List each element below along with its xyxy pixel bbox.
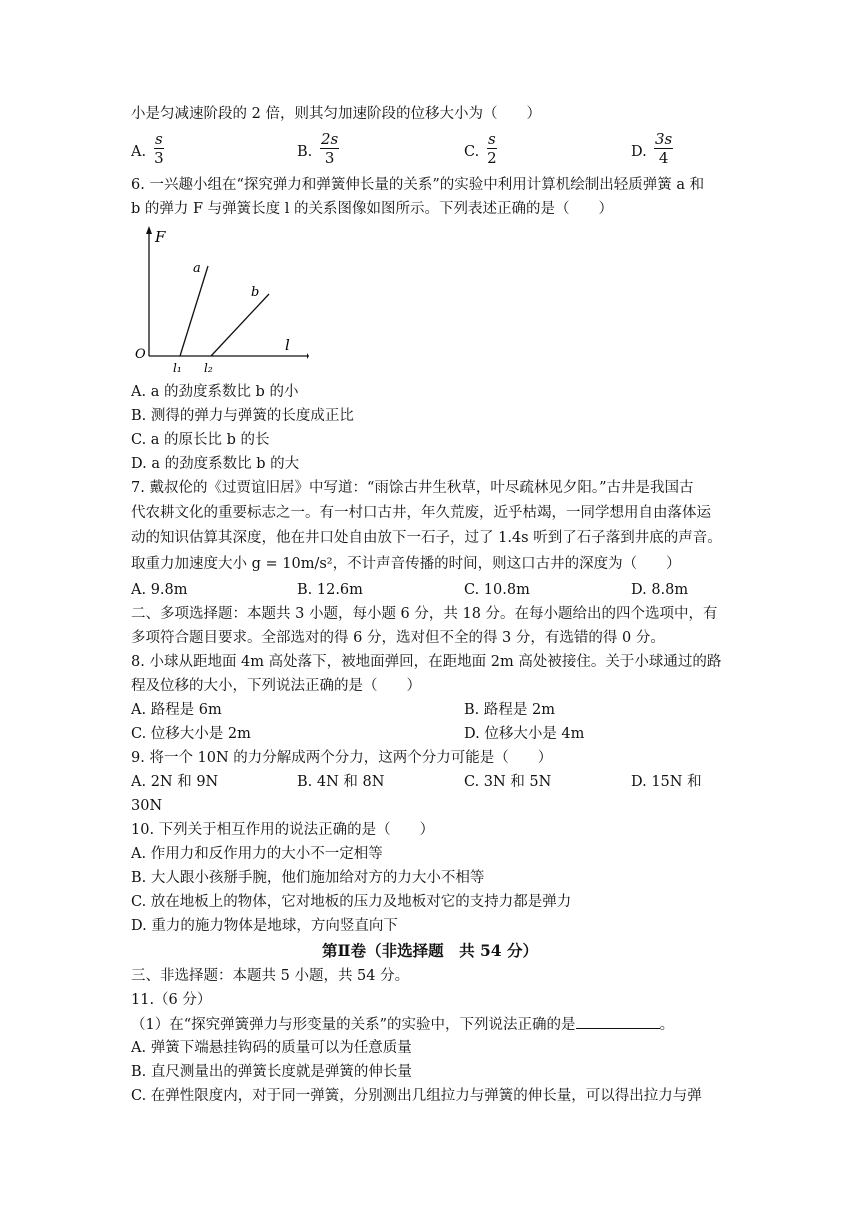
q5-stem-tail: 小是匀减速阶段的 2 倍，则其匀加速阶段的位移大小为（ ） bbox=[131, 106, 541, 122]
q5-d-numerator: 3s bbox=[655, 130, 673, 148]
q11-sub1-text: （1）在“探究弹簧弹力与形变量的关系”的实验中，下列说法正确的是 bbox=[131, 1017, 576, 1033]
q8-stem-line1: 8. 小球从距地面 4m 高处落下，被地面弹回，在距地面 2m 高处被接住。关于小球通过的路 bbox=[131, 654, 722, 670]
q9-stem: 9. 将一个 10N 的力分解成两个分力，这两个分力可能是（ ） bbox=[131, 750, 553, 766]
q11-option-a: A. 弹簧下端悬挂钩码的质量可以为任意质量 bbox=[131, 1040, 412, 1056]
q11-sub1-end: 。 bbox=[659, 1017, 675, 1033]
q7-option-a: A. 9.8m bbox=[131, 582, 188, 598]
x-axis-label: l bbox=[285, 336, 290, 354]
line-b-label: b bbox=[251, 285, 260, 300]
y-axis-label: F bbox=[155, 228, 166, 246]
origin-label: O bbox=[135, 347, 146, 362]
q7-stem-line2: 代农耕文化的重要标志之一。有一村口古井，年久荒废，近乎枯竭，一同学想用自由落体运 bbox=[131, 505, 711, 521]
q5-option-b-fraction bbox=[320, 130, 339, 167]
q6-stem-line2: b 的弹力 F 与弹簧长度 l 的关系图像如图所示。下列表述正确的是（ ） bbox=[131, 201, 614, 217]
q7-option-b: B. 12.6m bbox=[297, 582, 363, 598]
line-a-label: a bbox=[193, 261, 201, 276]
q5-b-numerator: 2s bbox=[321, 130, 339, 148]
q9-option-c: C. 3N 和 5N bbox=[464, 774, 552, 790]
q7-stem-line4: 取重力加速度大小 g = 10m/s²，不计声音传播的时间，则这口古井的深度为（ ） bbox=[131, 556, 681, 572]
q11-option-c: C. 在弹性限度内，对于同一弹簧，分别测出几组拉力与弹簧的伸长量，可以得出拉力与弹 bbox=[131, 1088, 702, 1104]
y-axis-arrow bbox=[146, 226, 152, 234]
q5-option-d-fraction bbox=[654, 130, 673, 167]
q8-option-a: A. 路程是 6m bbox=[131, 702, 222, 718]
q6-option-c: C. a 的原长比 b 的长 bbox=[131, 432, 270, 448]
q5-option-b-label: B. bbox=[297, 144, 313, 160]
q8-option-d: D. 位移大小是 4m bbox=[464, 726, 585, 742]
q5-c-denominator: 2 bbox=[487, 149, 497, 167]
x-axis-arrow bbox=[307, 353, 309, 359]
q6-option-a: A. a 的劲度系数比 b 的小 bbox=[131, 384, 299, 400]
line-b bbox=[211, 294, 269, 356]
q5-option-c-label: C. bbox=[464, 144, 480, 160]
q5-c-numerator: s bbox=[488, 130, 496, 148]
q6-option-b: B. 测得的弹力与弹簧的长度成正比 bbox=[131, 408, 354, 424]
q9-option-b: B. 4N 和 8N bbox=[297, 774, 385, 790]
section3-instructions: 三、非选择题：本题共 5 小题，共 54 分。 bbox=[131, 968, 410, 984]
q10-stem: 10. 下列关于相互作用的说法正确的是（ ） bbox=[131, 822, 435, 838]
section2-instructions-line1: 二、多项选择题：本题共 3 小题，每小题 6 分，共 18 分。在每小题给出的四个选项中，有 bbox=[131, 606, 718, 622]
q5-option-c-fraction bbox=[487, 130, 497, 167]
q8-option-c: C. 位移大小是 2m bbox=[131, 726, 251, 742]
q6-option-d: D. a 的劲度系数比 b 的大 bbox=[131, 456, 300, 472]
q10-option-d: D. 重力的施力物体是地球，方向竖直向下 bbox=[131, 918, 398, 934]
spring-force-length-graph bbox=[131, 224, 309, 378]
q9-option-d: D. 15N 和 bbox=[631, 774, 702, 790]
part2-heading: 第Ⅱ卷（非选择题 共 54 分） bbox=[322, 941, 538, 960]
section2-instructions-line2: 多项符合题目要求。全部选对的得 6 分，选对但不全的得 3 分，有选错的得 0 分。 bbox=[131, 630, 665, 646]
q10-option-b: B. 大人跟小孩掰手腕，他们施加给对方的力大小不相等 bbox=[131, 870, 485, 886]
q5-a-numerator: s bbox=[155, 130, 163, 148]
q6-stem-line1: 6. 一兴趣小组在“探究弹力和弹簧伸长量的关系”的实验中利用计算机绘制出轻质弹簧 a 和 bbox=[131, 177, 705, 193]
l2-tick-label: l₂ bbox=[204, 361, 213, 375]
answer-blank[interactable] bbox=[576, 1014, 660, 1029]
line-a bbox=[180, 266, 208, 356]
q7-stem-line1: 7. 戴叔伦的《过贾谊旧居》中写道：“雨馀古井生秋草，叶尽疏林见夕阳。”古井是我国古 bbox=[131, 480, 694, 496]
q7-option-d: D. 8.8m bbox=[631, 582, 689, 598]
l1-tick-label: l₁ bbox=[173, 361, 182, 375]
q5-b-denominator: 3 bbox=[324, 149, 335, 167]
q8-stem-line2: 程及位移的大小，下列说法正确的是（ ） bbox=[131, 678, 421, 694]
q7-option-c: C. 10.8m bbox=[464, 582, 530, 598]
q9-option-d-continued: 30N bbox=[131, 798, 163, 814]
q5-option-a-label: A. bbox=[131, 144, 147, 160]
q5-d-denominator: 4 bbox=[658, 149, 669, 167]
q10-option-c: C. 放在地板上的物体，它对地板的压力及地板对它的支持力都是弹力 bbox=[131, 894, 572, 910]
q5-a-denominator: 3 bbox=[154, 149, 164, 167]
q5-option-a-fraction bbox=[154, 130, 164, 167]
q9-option-a: A. 2N 和 9N bbox=[131, 774, 219, 790]
q7-stem-line3: 动的知识估算其深度，他在井口处自由放下一石子，过了 1.4s 听到了石子落到井底的声音。 bbox=[131, 530, 722, 546]
q8-option-b: B. 路程是 2m bbox=[464, 702, 555, 718]
q11-sub1-stem bbox=[131, 1014, 674, 1035]
q11-option-b: B. 直尺测量出的弹簧长度就是弹簧的伸长量 bbox=[131, 1064, 412, 1080]
q10-option-a: A. 作用力和反作用力的大小不一定相等 bbox=[131, 846, 383, 862]
q5-option-d-label: D. bbox=[631, 144, 647, 160]
q11-heading: 11.（6 分） bbox=[131, 992, 212, 1008]
